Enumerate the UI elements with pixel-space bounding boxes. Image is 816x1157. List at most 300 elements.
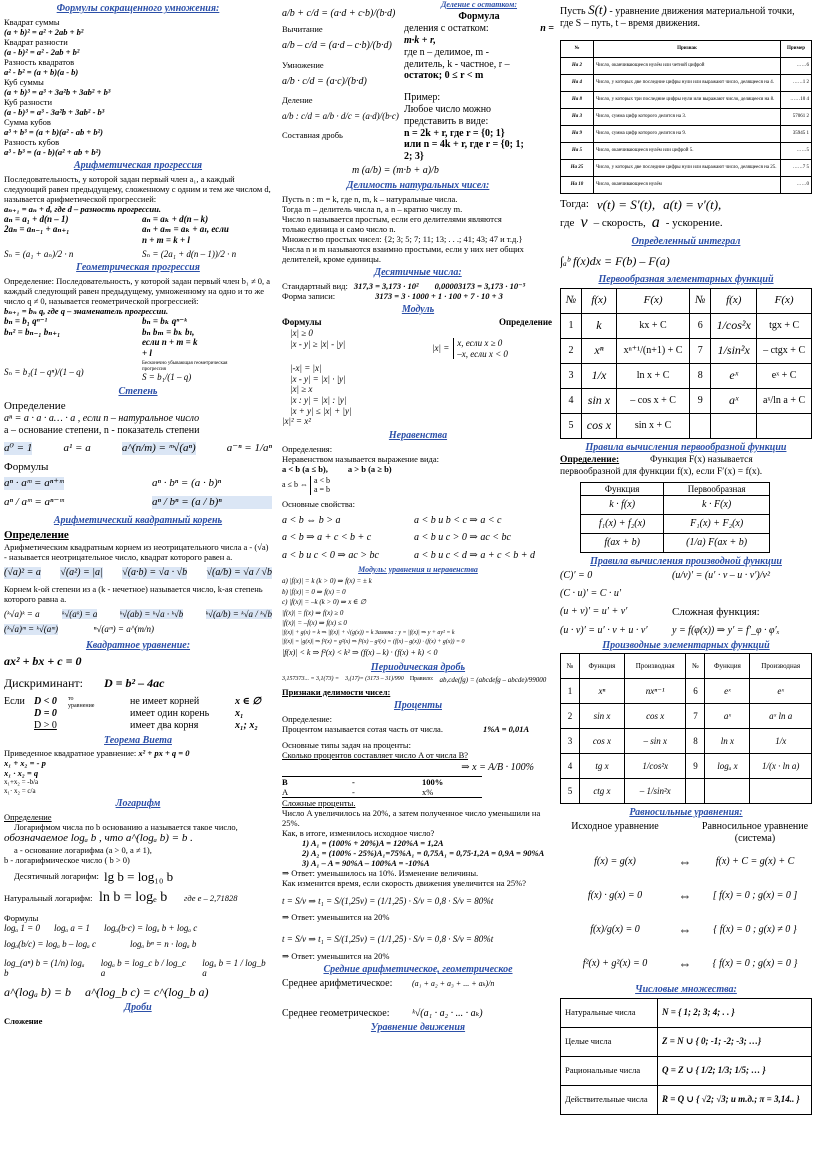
sign-cell: На 25 [561, 159, 594, 176]
table-row [581, 515, 770, 534]
sign-header: № [561, 40, 594, 57]
prim-cell: k [582, 313, 617, 338]
log-dec-label: Десятичный логарифм: [14, 871, 99, 882]
decimal-std1: 317,3 = 3,173 · 10² [353, 280, 419, 291]
divrem-l4: делитель, k - частное, r – [404, 58, 510, 70]
root-def: Арифметическим квадратным корнем из неотрицательного числа a - (√a) - называется неотрицательное число, квадрат которого равен a. [4, 542, 269, 563]
deriv-cell: 1/cos²x [624, 754, 686, 779]
percent-ans2: ⇒ Ответ: уменьшится на 20% [282, 951, 390, 961]
arith-f4: aₙ + aₘ = aₖ + aₗ, если [142, 224, 229, 235]
sign-header: Признак [594, 40, 781, 57]
divis-l4: только единица и само число n. [282, 223, 396, 234]
abbr-mult-line: Разность квадратов [4, 56, 75, 67]
fractions-add: Сложение [4, 1016, 43, 1026]
sets-cell: Действительные числа [561, 1085, 658, 1114]
sign-cell: ……5 [781, 142, 812, 159]
modulus-f2: |x - y| ≥ |x| - |y| [290, 338, 346, 349]
periodic-ex0: 3,157373... = 3,1(73) = [282, 676, 340, 683]
ineq-p3: a < b ⇒ a + c < b + c [282, 532, 372, 544]
decimal-title: Десятичные числа: [374, 266, 462, 278]
quad-s2: x₁ [235, 707, 244, 719]
prim-header: f(x) [582, 288, 617, 313]
log-l7: logₐ b = log_c b / log_c a [100, 957, 186, 979]
ineq-def: Неравенством называется выражение вида: [282, 453, 440, 464]
percent-ans: ⇒ Ответ: уменьшилось на 10%. Изменение величины. [282, 867, 479, 878]
log-l2: logₐ a = 1 [53, 922, 90, 933]
prim-cell: ln x + C [616, 363, 689, 388]
modulus-form: Формулы [282, 317, 322, 328]
sign-cell: На 5 [561, 142, 594, 159]
table-row [561, 176, 812, 193]
deriv-cell: xⁿ [580, 679, 625, 704]
sign-cell: ……10 4 [781, 91, 812, 108]
abbr-mult-line: (a + b)³ = a³ + 3a²b + 3ab² + b³ [4, 86, 111, 97]
prim-cell [711, 413, 757, 438]
deriv-header: № [686, 654, 705, 679]
prim-cell: 1/sin²x [711, 338, 757, 363]
divrem-l5: остаток; 0 ≤ r < m [404, 70, 484, 82]
frac-mul-label: Умножение [282, 59, 324, 70]
periodic-rule: ab,cde(fg) = (abcdefg – abcde)/99000 [439, 675, 547, 684]
table-row [561, 159, 812, 176]
modulus-f4: |x - y| = |x| · |y| [290, 373, 346, 384]
sets-cell: Рациональные числа [561, 1056, 658, 1085]
geom-f4: bₙ bₘ = bₖ bₗ, [142, 326, 195, 337]
prim-cell [690, 413, 711, 438]
deriv-cell: 5 [561, 779, 580, 804]
sign-cell: На 10 [561, 176, 594, 193]
column-middle [282, 0, 554, 1157]
frac-add: a/b + c/d = (a·d + c·b)/(b·d) [282, 8, 396, 19]
sign-cell: Число, у которых три последние цифры нули или выражают число, делящееся на 8. [594, 91, 781, 108]
prim-rules-cell: f₁(x) + f₂(x) [581, 515, 664, 534]
arith-f5: n + m = k + l [142, 235, 190, 246]
quad-s1: x ∈ ∅ [235, 696, 262, 708]
divis-l5: Множество простых чисел: {2; 3; 5; 7; 11; 13; . . .; 41; 43; 47 и т.д.} [282, 233, 523, 244]
deriv-cell: 7 [686, 704, 705, 729]
log-nat-label: Натуральный логарифм: [4, 893, 93, 904]
frac-comp: m (a/b) = (m·b + a)/b [352, 165, 439, 176]
log-l8: logₐ b = 1 / log_b a [202, 957, 266, 979]
quad-to: то [68, 696, 74, 703]
prim-cell: 1/x [582, 363, 617, 388]
prim-rules-cell: f(ax + b) [581, 534, 664, 553]
power-p3: aⁿ / aᵐ = aⁿ⁻ᵐ [4, 496, 64, 509]
motion-v: v(t) = S′(t), [596, 196, 656, 212]
frac-div: a/b : c/d = a/b · d/c = (a·d)/(b·c) [282, 111, 399, 122]
motion-vt: – скорость, [593, 216, 646, 229]
quad-title: Квадратное уравнение: [85, 640, 191, 652]
root-k2: ᵏ√(aᵏ) = a [61, 608, 98, 619]
sign-cell: Число, у которых две последние цифры нули или выражают число, делящееся на 4. [594, 74, 781, 91]
divrem-title: Деление с остатком: [440, 0, 518, 9]
ineq-f3b: a < b [313, 475, 331, 485]
power-formulas: Формулы [4, 461, 49, 474]
prim-header: F(x) [616, 288, 689, 313]
power-p2: aⁿ · bⁿ = (a · b)ⁿ [152, 477, 222, 490]
table-row [561, 313, 812, 338]
table-row [561, 57, 812, 74]
sign-cell: ……6 [781, 57, 812, 74]
equiv-cell: f(x)/g(x) = 0 [590, 923, 640, 935]
divrem-ex: Пример: [404, 92, 441, 104]
quad-c2: D = 0 [34, 707, 57, 719]
abbr-mult-line: Куб суммы [4, 76, 44, 87]
motion-then: Тогда: [560, 197, 589, 210]
divis-l6: Числа n и m называются взаимно простыми, если у них нет общих делителей, кроме единицы. [282, 243, 524, 264]
divrem-head: Формула [458, 11, 500, 23]
deriv-complex: Сложная функция: [672, 605, 760, 618]
percent-t-a: A [282, 786, 289, 797]
table-row [561, 1085, 812, 1114]
deriv-header: Функция [705, 654, 750, 679]
prim-title: Первообразная элементарных функций [598, 273, 774, 285]
geom-f3: bₙ² = bₙ₋₁ bₙ₊₁ [4, 326, 61, 337]
sets-cell: Целые числа [561, 1027, 658, 1056]
means-title: Средние арифметическое, геометрическое [323, 964, 513, 976]
table-row [561, 338, 812, 363]
deriv-r1: (C)′ = 0 [560, 570, 593, 582]
prim-cell: aˣ/ln a + C [757, 388, 812, 413]
modeq-l8: |f(x)| < k ⇒ f²(x) < k² ⇒ (f(x) – k) · (f(x) + k) < 0 [282, 647, 438, 657]
prim-cell: sin x + C [616, 413, 689, 438]
deriv-r2: (C · u)′ = C · u′ [560, 587, 622, 599]
column-left [4, 0, 272, 1157]
table-row [581, 534, 770, 553]
deriv-cell [705, 779, 750, 804]
percent-q1f: ⇒ x = A/B · 100% [461, 761, 534, 773]
primitive-table [560, 288, 812, 439]
equiv-h1: Исходное уравнение [571, 821, 659, 833]
modulus-f6: |x : y| = |x| : |y| [290, 394, 347, 405]
sets-title: Числовые множества: [635, 983, 737, 995]
deriv-title: Производные элементарных функций [602, 639, 770, 651]
sign-cell: ……1 2 [781, 74, 812, 91]
table-row [561, 91, 812, 108]
ineq-f1: a < b (a ≤ b), [282, 463, 328, 474]
prim-cell: 2 [561, 338, 582, 363]
quad-eq: ax² + bx + c = 0 [4, 653, 82, 668]
periodic-rule-label: Правило: [409, 676, 434, 683]
prim-cell [757, 413, 812, 438]
decimal-rec: 3173 = 3 · 1000 + 1 · 100 + 7 · 10 + 3 [375, 290, 503, 301]
deriv-cell: 6 [686, 679, 705, 704]
geom-inf-note: Бесконечно убывающая геометрическая прогрессия [142, 360, 228, 372]
abbr-mult-line: (a - b)³ = a³ - 3a²b + 3ab² - b³ [4, 106, 105, 117]
abbr-mult-title: Формулы сокращенного умножения: [56, 3, 220, 14]
arith-f2: aₙ = aₖ + d(n – k) [142, 213, 209, 224]
percent-speed: Как изменится время, если скорость движения увеличится на 25%? [282, 877, 526, 888]
equiv-list [560, 845, 812, 981]
prim-header: f(x) [711, 288, 757, 313]
deriv-cell: cos x [624, 704, 686, 729]
power-a1: a¹ = a [63, 442, 91, 455]
log-def: Логарифмом числа по b основанию a называется такое число, [14, 821, 238, 832]
divis-title: Делимость натуральных чисел: [346, 179, 490, 191]
divrem-ex3: n = 2k + r, где r = {0; 1} [404, 127, 505, 139]
prim-cell: aˣ [711, 388, 757, 413]
log-l5: logₐ bⁿ = n · logₐ b [129, 939, 197, 950]
power-title: Степень [118, 386, 158, 397]
sign-cell: На 2 [561, 57, 594, 74]
prim-rules-table [580, 482, 770, 554]
equiv-row [560, 879, 812, 913]
prim-rules-def-word: Определение: [560, 455, 620, 466]
deriv-cell: ctg x [580, 779, 625, 804]
table-row [561, 142, 812, 159]
divrem-ex2: представить в виде: [404, 115, 489, 127]
root-kdef: Корнем k-ой степени из a (k - нечетное) называется число, k-ая степень которого равна a. [4, 583, 263, 604]
motion-l2: где S – путь, t – время движения. [560, 17, 701, 29]
vieta-l1: x₁ + x₂ = - p [4, 758, 46, 769]
means-geom-label: Среднее геометрическое: [282, 1007, 390, 1019]
prim-cell: tgx + C [757, 313, 812, 338]
modulus-f8: |x|² = x² [282, 416, 311, 427]
sets-cell: Q = Z ∪ { 1/2; 1/3; 1/5; … } [658, 1056, 812, 1085]
sets-cell: Натуральные числа [561, 998, 658, 1027]
table-row [561, 108, 812, 125]
deriv-cell: – sin x [624, 729, 686, 754]
deriv-rules-title: Правила вычисления производной функции [590, 556, 782, 568]
root-title: Арифметический квадратный корень [53, 515, 223, 527]
vieta-l3: x₁+x₂ = -b/a [4, 778, 39, 787]
divrem-ex1: Любое число можно [404, 104, 492, 116]
abbr-mult-line: Сумма кубов [4, 116, 51, 127]
motion-as: a [651, 213, 660, 231]
prim-cell: eˣ + C [757, 363, 812, 388]
abbr-mult-line: (a - b)² = a² - 2ab + b² [4, 46, 80, 57]
prim-cell: sin x [582, 388, 617, 413]
percent-t1: t = S/v ⇒ t₁ = S/(1,25v) = (1/1,25) · S/v = 0,8 · S/v = 80%t [282, 895, 494, 906]
derivative-table [560, 653, 812, 804]
percent-t2: t = S/v ⇒ t₁ = S/(1,25v) = (1/1,25) · S/v = 0,8 · S/v = 80%t [282, 934, 494, 945]
prim-rules-cell: (1/a) F(ax + b) [664, 534, 770, 553]
column-right [560, 0, 812, 1157]
ineq-f3c: a = b [313, 485, 331, 495]
integral-f: ∫ₐᵇ f(x)dx = F(b) – F(a) [560, 253, 670, 268]
power-def2: a – основание степени, n - показатель степени [4, 424, 200, 436]
sign-cell: Число, сумма цифр которого делится на 9. [594, 125, 781, 142]
modulus-d2: –x, если x < 0 [457, 348, 508, 359]
vieta-title: Теорема Виета [104, 734, 172, 746]
integral-title: Определенный интеграл [631, 235, 741, 247]
deriv-cell: tg x [580, 754, 625, 779]
sign-cell: Число, сумма цифр которого делится на 3. [594, 108, 781, 125]
motion-where: где [560, 216, 575, 229]
sign-cell: На 8 [561, 91, 594, 108]
sign-cell: Число, оканчивающееся нулём или четной цифрой [594, 57, 781, 74]
root-k6: ⁿ√(aᵐ) = a^(m/n) [93, 624, 154, 635]
abbr-mult-line: Квадрат суммы [4, 16, 60, 27]
deriv-r6: y = f(φ(x)) ⇒ y′ = f′_φ · φ′ₓ [672, 624, 780, 636]
log-formulas: Формулы [4, 912, 39, 923]
arith-sn1: Sₙ = (a₁ + aₙ)/2 · n [4, 248, 74, 259]
abbr-mult-line: (a + b)² = a² + 2ab + b² [4, 26, 84, 37]
periodic-title: Периодическая дробь [370, 661, 466, 673]
percent-s1: 1) A₁ = (100% + 20%)A = 120%A = 1,2A [302, 837, 444, 848]
deriv-cell: 3 [561, 729, 580, 754]
prim-cell: 7 [690, 338, 711, 363]
means-geom: ᵏ√(a₁ · a₂ · ... · aₖ) [412, 1007, 483, 1019]
percent-def-word: Определение: [282, 713, 332, 724]
periodic-ex: 3,(17)= (3173 – 31)/990 [345, 676, 404, 683]
root-def-word: Определение [4, 529, 69, 542]
prim-rules-header: Функция [581, 482, 664, 496]
percent-def-f: 1%A = 0,01A [482, 723, 530, 734]
equiv-cell: ⇔ [678, 854, 692, 870]
deriv-cell: 2 [561, 704, 580, 729]
motion-l1a: Пусть [560, 6, 586, 17]
vieta-eq: x² + px + q = 0 [138, 748, 190, 759]
modeq-l4: |f(x)| = f(x) ⇒ f(x) ≥ 0 [282, 608, 344, 617]
motion-l1b: - уравнение движения материальной точки, [609, 6, 795, 17]
ineq-p5: a < b и c < 0 ⇒ ac > bc [282, 550, 379, 562]
ineq-p6: a < b и c < d ⇒ a + c < b + d [414, 550, 535, 562]
percent-def: Процентом называется сотая часть от числа. [282, 723, 443, 734]
deriv-cell: nxⁿ⁻¹ [624, 679, 686, 704]
motion-vs: v [580, 213, 588, 231]
geom-f6: + l [142, 348, 152, 358]
ineq-title: Неравенства [388, 429, 448, 441]
divis-l3: Число n называется простым, если его делителями являются [282, 213, 502, 224]
log-l4: logₐ(b/c) = logₐ b – logₐ c [4, 939, 96, 950]
log-l6: log_(aⁿ) b = (1/n) logₐ b [4, 957, 85, 979]
sign-header: Пример [781, 40, 812, 57]
table-row [561, 729, 812, 754]
prim-cell: 8 [690, 363, 711, 388]
ineq-p2: a < b и b < c ⇒ a < c [414, 514, 502, 526]
motion-l1f: S(t) [588, 2, 607, 17]
prim-cell: xⁿ⁺¹/(n+1) + C [616, 338, 689, 363]
modeq-l5: |f(x)| = –f(x) ⇒ f(x) ≤ 0 [282, 619, 347, 628]
abbr-mult-line: Куб разности [4, 96, 53, 107]
percent-t-dash2: - [352, 786, 355, 797]
divrem-l3: где n – делимое, m - [404, 46, 489, 58]
modeq-title: Модуль: уравнения и неравенства [358, 564, 478, 574]
decimal-rec-label: Форма записи: [282, 290, 336, 301]
equiv-row [560, 845, 812, 879]
equiv-cell: ⇔ [678, 956, 692, 972]
table-row [561, 754, 812, 779]
number-sets-table [560, 998, 812, 1115]
vieta-given: Приведенное квадратное уравнение: [4, 748, 137, 759]
modulus-d0: |x| = [432, 343, 450, 354]
deriv-cell [750, 779, 812, 804]
table-row [561, 388, 812, 413]
deriv-cell: cos x [580, 729, 625, 754]
abbr-mult-line: a³ - b³ = (a - b)(a² + ab + b²) [4, 147, 101, 157]
percent-title: Проценты [393, 699, 443, 711]
log-l9: a^(logₐ b) = b [4, 985, 71, 1000]
deriv-r3: (u + v)′ = u′ + v′ [560, 605, 628, 617]
prim-rules-header: Первообразная [664, 482, 770, 496]
modeq-l2: b) |f(x)| = 0 ⇒ f(x) = 0 [282, 587, 346, 596]
divrem-l2: m·k + r, [404, 35, 436, 47]
ineq-f3a: a ≤ b ⇔ [282, 480, 308, 490]
log-l1: logₐ 1 = 0 [4, 922, 40, 933]
arith-def: Последовательность, у которой задан первый член a₁, а каждый следующий равен предыдущему, сложенному с одним и тем же числом d, называется арифметической прогрессией: [4, 173, 271, 204]
prim-rules-def: Функция F(x) называется [650, 455, 753, 466]
deriv-cell: – 1/sin²x [624, 779, 686, 804]
equiv-h2: Равносильное уравнение (система) [701, 821, 809, 844]
root-k4: ᵏ√(a/b) = ᵏ√a / ᵏ√b [205, 608, 272, 619]
quad-s3: x₁; x₂ [235, 719, 258, 731]
prim-header: № [690, 288, 711, 313]
root-r3: √(a·b) = √a · √b [122, 567, 188, 579]
modulus-f7: |x + y| ≤ |x| + |y| [290, 405, 352, 416]
power-amn: a^(n/m) = ᵐ√(aⁿ) [121, 442, 196, 455]
vieta-l4: x₁· x₂ = c/a [4, 786, 36, 795]
sign-cell: 57061 2 [781, 108, 812, 125]
frac-div-label: Деление [282, 95, 313, 106]
prim-rules-def2: первообразной для функции f(x), если F′(x) = f(x). [560, 466, 763, 477]
percent-ans1: ⇒ Ответ: уменьшится на 20% [282, 912, 390, 923]
sets-cell: R = Q ∪ { √2; √3; и т.д.; π = 3,14.. } [658, 1085, 812, 1114]
ineq-props: Основные свойства: [282, 498, 355, 509]
percent-t-b: B [282, 776, 288, 787]
quad-if: Если [4, 696, 25, 708]
root-r4: √(a/b) = √a / √b [206, 567, 272, 579]
equiv-cell: { f(x) = 0 ; g(x) = 0 } [712, 957, 798, 969]
deriv-cell: sin x [580, 704, 625, 729]
prim-cell: – ctgx + C [757, 338, 812, 363]
deriv-cell: 4 [561, 754, 580, 779]
sign-cell: На 9 [561, 125, 594, 142]
root-k1: (ᵏ√a)ᵏ = a [4, 608, 40, 619]
deriv-cell [686, 779, 705, 804]
power-aneg: a⁻ⁿ = 1/aⁿ [226, 442, 272, 455]
frac-comp-label: Составная дробь [282, 130, 343, 141]
table-row [561, 363, 812, 388]
deriv-cell: 9 [686, 754, 705, 779]
modulus-f5: |x| ≥ x [290, 384, 313, 395]
divrem-ex5: 2; 3} [404, 151, 424, 163]
quad-disc-label: Дискриминант: [4, 676, 83, 691]
deriv-cell: aˣ [705, 704, 750, 729]
percent-q1: Сколько процентов составляет число A от числа B? [282, 749, 469, 760]
arith-rec: aₙ₊₁ = aₙ + d, где d – разность прогрессии. [4, 203, 162, 214]
prim-header: F(x) [757, 288, 812, 313]
frac-sub: a/b – c/d = (a·d – c·b)/(b·d) [282, 39, 392, 51]
geom-s: S = b₁/(1 – q) [142, 372, 192, 383]
deriv-cell: aˣ ln a [750, 704, 812, 729]
divis-l1: Пусть n : m = k, где n, m, k – натуральные числа. [282, 193, 458, 204]
equiv-row [560, 947, 812, 981]
geom-sn: Sₙ = b₁(1 – qⁿ)/(1 – q) [4, 366, 84, 377]
prim-cell: 3 [561, 363, 582, 388]
prim-rules-cell: k · f(x) [581, 496, 664, 515]
equiv-cell: [ f(x) = 0 ; g(x) = 0 ] [712, 889, 798, 901]
divrem-ex4: или n = 4k + r, где r = {0; 1; [404, 139, 524, 151]
abbr-mult-line: Разность кубов [4, 136, 60, 147]
table-row [581, 496, 770, 515]
divis-l2: Тогда m – делитель числа n, а n – кратно числу m. [282, 203, 463, 214]
deriv-cell: 1 [561, 679, 580, 704]
percent-s3: 3) A₁ – A = 90%A – 100%A = -10%A [302, 857, 430, 868]
arith-sn2: Sₙ = (2a₁ + d(n – 1))/2 · n [142, 248, 237, 259]
quad-r2: имеет один корень [130, 707, 210, 719]
percent-t-dash1: - [352, 776, 355, 787]
prim-cell: 1 [561, 313, 582, 338]
abbr-mult-line: Квадрат разности [4, 36, 68, 47]
sign-cell: ……7 5 [781, 159, 812, 176]
equiv-cell: f(x) · g(x) = 0 [587, 889, 643, 901]
quad-r3: имеет два корня [130, 719, 199, 731]
prim-cell: cos x [582, 413, 617, 438]
log-nat: ln b = logₑ b [99, 890, 168, 906]
prim-cell: eˣ [711, 363, 757, 388]
log-l3: logₐ(b·c) = logₐ b + logₐ c [103, 922, 198, 933]
